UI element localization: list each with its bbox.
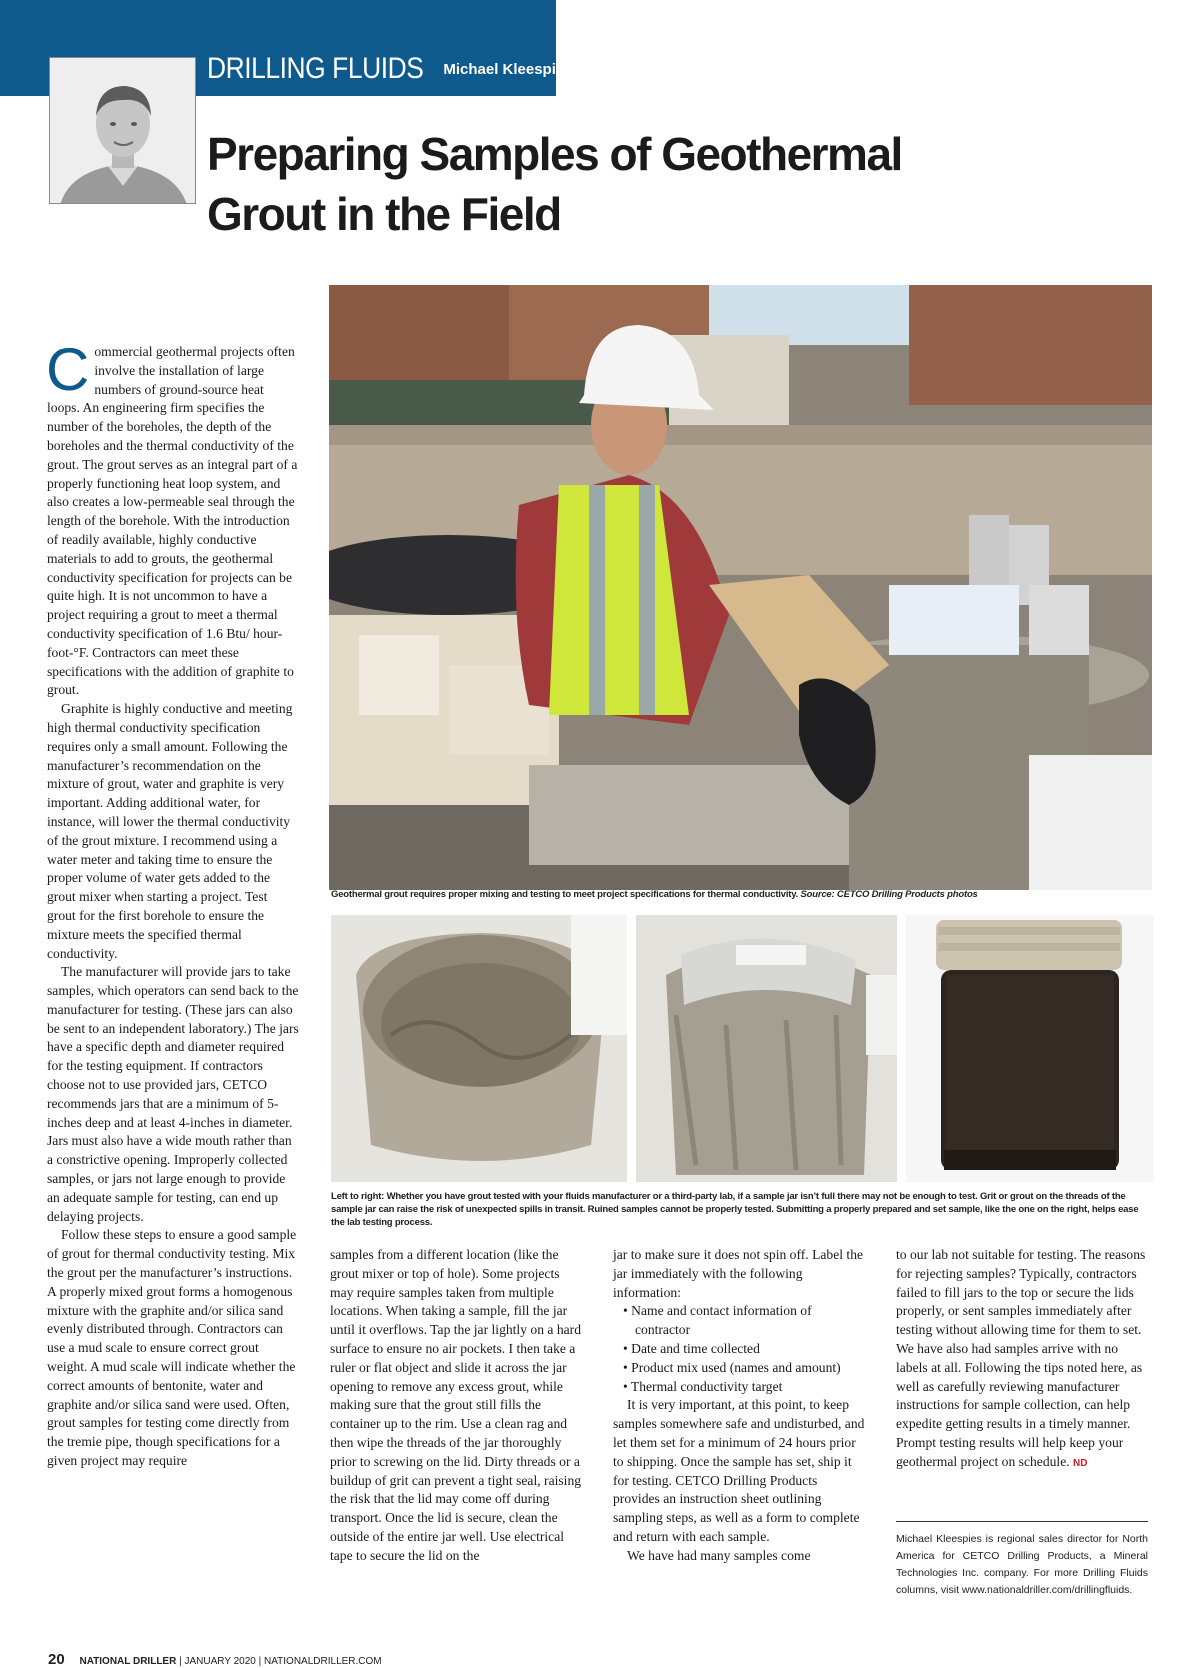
paragraph-steps: Follow these steps to ensure a good sample of grout for thermal conductivity testing. Mix the grout per the manufacturer’s instructions. A properly mixed grout forms a homogenous mixture with the graphite and/or silica sand evenly distributed through. Contractors can use a mud scale to ensure correct grout weight. A mud scale will indicate whether the correct amounts of bentonite, water and graphite and/or silica sand were used. Often, grout samples for testing come directly from the tremie pipe, though specifications for a given project may require bbox=[47, 1227, 297, 1469]
article-title: Preparing Samples of Geothermal Grout in the Field bbox=[207, 128, 902, 240]
paragraph-storage: It is very important, at this point, to keep samples somewhere safe and undisturbed, and let them set for a minimum of 24 hours prior to shipping. Once the sample has set, ship it for testing. CETCO Drilling Products provides an instruction sheet outlining sampling steps, as well as a form to complete and return with each sample. bbox=[613, 1397, 865, 1544]
bio-divider bbox=[896, 1521, 1148, 1522]
main-photo-caption bbox=[331, 888, 1151, 901]
article-column-3 bbox=[613, 1246, 865, 1566]
photo-gritty-threads-jar bbox=[636, 915, 897, 1182]
paragraph-intro bbox=[46, 336, 299, 700]
list-item: • Thermal conductivity target bbox=[613, 1378, 865, 1397]
article-column-1 bbox=[46, 336, 299, 1471]
strip-caption: Left to right: Whether you have grout tested with your fluids manufacturer or a third-party lab, if a sample jar isn’t full there may not be enough to test. Grit or grout on the threads of the sample jar can raise the risk of unexpected spills in transit. Ruined samples cannot be properly tested. Submitting a properly prepared and set sample, like the one on the right, helps ease the lab testing process. bbox=[331, 1191, 1139, 1228]
footer-separator: | bbox=[258, 1656, 262, 1667]
drop-cap: C bbox=[46, 336, 90, 403]
main-caption-text: Geothermal grout requires proper mixing and testing to meet project specifications for thermal conductivity. bbox=[331, 889, 799, 900]
article-column-4 bbox=[896, 1246, 1148, 1474]
page-footer bbox=[48, 1651, 382, 1668]
section-header bbox=[207, 52, 573, 86]
list-item: • Date and time collected bbox=[613, 1340, 865, 1359]
footer-separator: | bbox=[179, 1656, 182, 1667]
paragraph-intro-text: ommercial geothermal projects often involve the installation of large numbers of ground-source heat loops. An engineering firm specifies the number of the boreholes, the depth of the boreholes and the thermal conductivity of the grout. The grout serves as an integral part of a properly functioning heat loop system, and also creates a low-permeable seal through the length of the borehole. With the introduction of readily available, highly conductive materials to add to grouts, the geothermal conductivity specification for projects can be quite high. It is not uncommon to have a project requiring a grout to meet a thermal conductivity specification of 1.6 Btu/ hour-foot-°F. Contractors can meet these specifications with the addition of graphite to grout. bbox=[47, 344, 298, 698]
end-mark: ND bbox=[1073, 1457, 1088, 1469]
list-item: • Name and contact information of contractor bbox=[613, 1302, 865, 1340]
paragraph-graphite: Graphite is highly conductive and meeting high thermal conductivity specification requires only a small amount. Following the manufacturer’s recommendation on the mixture of grout, water and graphite is very important. Adding additional water, for instance, will lower the thermal conductivity of the grout mixture. I recommend using a water meter and taking time to ensure the proper volume of water gets added to the grout mixer when starting a project. Test grout for the first borehole to ensure the mixture meets the specified thermal conductivity. bbox=[47, 701, 293, 961]
paragraph-label-intro: jar to make sure it does not spin off. Label the jar immediately with the following information: bbox=[613, 1247, 864, 1300]
paragraph-jars: The manufacturer will provide jars to take samples, which operators can send back to the manufacturer for testing. (These jars can also be sent to an independent laboratory.) The jars have a specific depth and diameter required for the testing equipment. If contractors choose not to use provided jars, CETCO recommends jars that are a minimum of 5-inches deep and at least 4-inches in diameter. Jars must also have a wide mouth rather than a constrictive opening. Improperly collected samples, or jars not large enough to provide an adequate sample for testing, can end up delaying projects. bbox=[47, 964, 299, 1224]
article-column-2 bbox=[330, 1246, 582, 1566]
photo-proper-sample-jar bbox=[906, 915, 1154, 1182]
main-photo bbox=[329, 285, 1152, 890]
photo-unfilled-jar bbox=[331, 915, 627, 1182]
page-number: 20 bbox=[48, 1651, 65, 1668]
main-caption-source: Source: CETCO Drilling Products photos bbox=[800, 889, 978, 900]
label-info-list bbox=[613, 1302, 865, 1396]
paragraph-closing-text: to our lab not suitable for testing. The reasons for rejecting samples? Typically, contractors failed to fill jars to the top or secure the lids properly, or sent samples immediately after testing without allowing time for them to set. We have also had samples arrive with no labels at all. Following the tips noted here, as well as carefully reviewing manufacturer instructions for sample collection, can help expedite getting results in a timely manner. Prompt testing results will help keep your geothermal project on schedule. bbox=[896, 1247, 1146, 1469]
paragraph-samples-come: We have had many samples come bbox=[627, 1547, 811, 1563]
issue-date: JANUARY 2020 bbox=[184, 1656, 256, 1667]
author-name: Michael Kleespies bbox=[443, 61, 573, 78]
author-bio: Michael Kleespies is regional sales director for North America for CETCO Drilling Products, a Mineral Technologies Inc. company. For more Drilling Fluids columns, visit www.nationaldriller.com/drillingfluids. bbox=[896, 1533, 1148, 1596]
paragraph-closing bbox=[896, 1246, 1148, 1474]
paragraph-sampling: samples from a different location (like the grout mixer or top of hole). Some projects may require samples taken from multiple locations. When taking a sample, fill the jar until it overflows. Tap the jar lightly on a hard surface to ensure no air pockets. I then take a ruler or flat object and slide it across the jar opening to remove any excess grout, while making sure that the grout still fills the container up to the rim. Use a clean rag and then wipe the threads of the jar thoroughly prior to screwing on the lid. Dirty threads or a buildup of grit can prevent a tight seal, raising the risk that the lid may come off during transport. Once the lid is secure, clean the outside of the entire jar well. Use electrical tape to secure the lid on the bbox=[330, 1247, 582, 1563]
section-name: DRILLING FLUIDS bbox=[207, 52, 424, 85]
author-portrait bbox=[49, 57, 196, 204]
website-url: NATIONALDRILLER.COM bbox=[264, 1656, 382, 1667]
publication-name: NATIONAL DRILLER bbox=[79, 1656, 177, 1667]
list-item: • Product mix used (names and amount) bbox=[613, 1359, 865, 1378]
